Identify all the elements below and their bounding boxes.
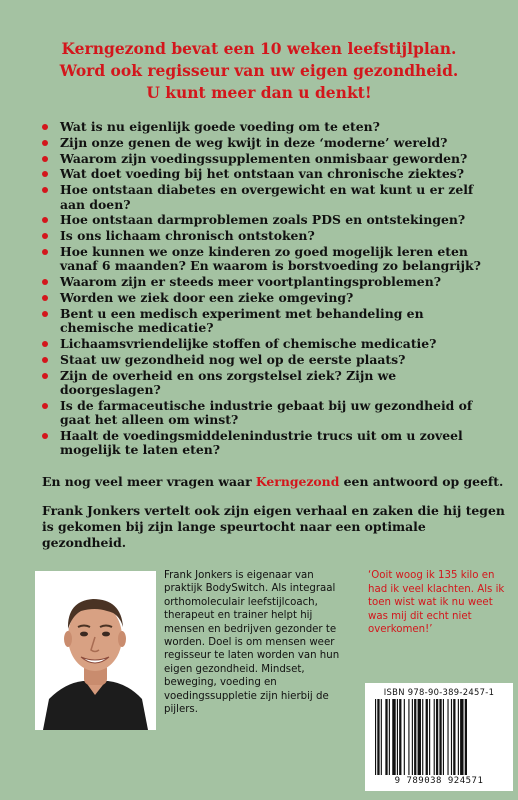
question-item: Is ons lichaam chronisch ontstoken? [42, 229, 497, 243]
more-questions-line [42, 474, 512, 489]
question-list [42, 120, 497, 459]
question-item: Wat doet voeding bij het ontstaan van chronische ziektes? [42, 167, 497, 181]
question-item: Waarom zijn er steeds meer voortplantingsproblemen? [42, 275, 497, 289]
author-quote: ‘Ooit woog ik 135 kilo en had ik veel klachten. Als ik toen wist wat ik nu weet was mij dit echt niet overkomen!’ [368, 570, 505, 636]
barcode-bars [373, 699, 505, 775]
author-bio: Frank Jonkers is eigenaar van praktijk BodySwitch. Als integraal orthomoleculair leefstijlcoach, therapeut en trainer helpt hij mensen en bedrijven gezonder te worden. Doel is om mensen weer regisseur te laten worden van hun eigen gezondheid. Mindset, beweging, voeding en voedingssuppletie zijn hierbij de pijlers. [164, 570, 340, 716]
question-item: Wat is nu eigenlijk goede voeding om te eten? [42, 120, 497, 134]
headline-line-3: U kunt meer dan u denkt! [146, 83, 372, 102]
book-title-highlight: Kerngezond [255, 474, 340, 489]
question-item: Zijn de overheid en ons zorgstelsel ziek? Zijn we doorgeslagen? [42, 369, 497, 398]
author-intro: Frank Jonkers vertelt ook zijn eigen verhaal en zaken die hij tegen is gekomen bij zijn lange speurtocht naar een optimale gezondheid. [42, 503, 505, 550]
more-text-before: En nog veel meer vragen waar [42, 474, 256, 489]
question-item: Hoe ontstaan diabetes en overgewicht en wat kunt u er zelf aan doen? [42, 183, 497, 212]
question-item: Hoe kunnen we onze kinderen zo goed mogelijk leren eten vanaf 6 maanden? En waarom is borstvoeding zo belangrijk? [42, 245, 497, 274]
question-item: Staat uw gezondheid nog wel op de eerste plaats? [42, 353, 497, 367]
headline [0, 38, 518, 104]
question-item: Worden we ziek door een zieke omgeving? [42, 291, 497, 305]
question-item: Haalt de voedingsmiddelenindustrie trucs uit om u zoveel mogelijk te laten eten? [42, 429, 497, 458]
question-item: Lichaamsvriendelijke stoffen of chemische medicatie? [42, 337, 497, 351]
headline-line-2: Word ook regisseur van uw eigen gezondheid. [59, 61, 459, 80]
author-portrait-image [35, 571, 156, 730]
more-text-after: een antwoord op geeft. [339, 474, 504, 489]
isbn-barcode [365, 683, 513, 791]
question-item: Bent u een medisch experiment met behandeling en chemische medicatie? [42, 307, 497, 336]
question-item: Is de farmaceutische industrie gebaat bij uw gezondheid of gaat het alleen om winst? [42, 399, 497, 428]
author-photo [35, 571, 156, 730]
question-item: Hoe ontstaan darmproblemen zoals PDS en ontstekingen? [42, 213, 497, 227]
question-item: Waarom zijn voedingssupplementen onmisbaar geworden? [42, 152, 497, 166]
headline-line-1: Kerngezond bevat een 10 weken leefstijlplan. [61, 39, 457, 58]
question-item: Zijn onze genen de weg kwijt in deze ‘moderne’ wereld? [42, 136, 497, 150]
isbn-label: ISBN 978-90-389-2457-1 [383, 687, 495, 697]
ean-number: 9 789038 924571 [394, 776, 484, 786]
